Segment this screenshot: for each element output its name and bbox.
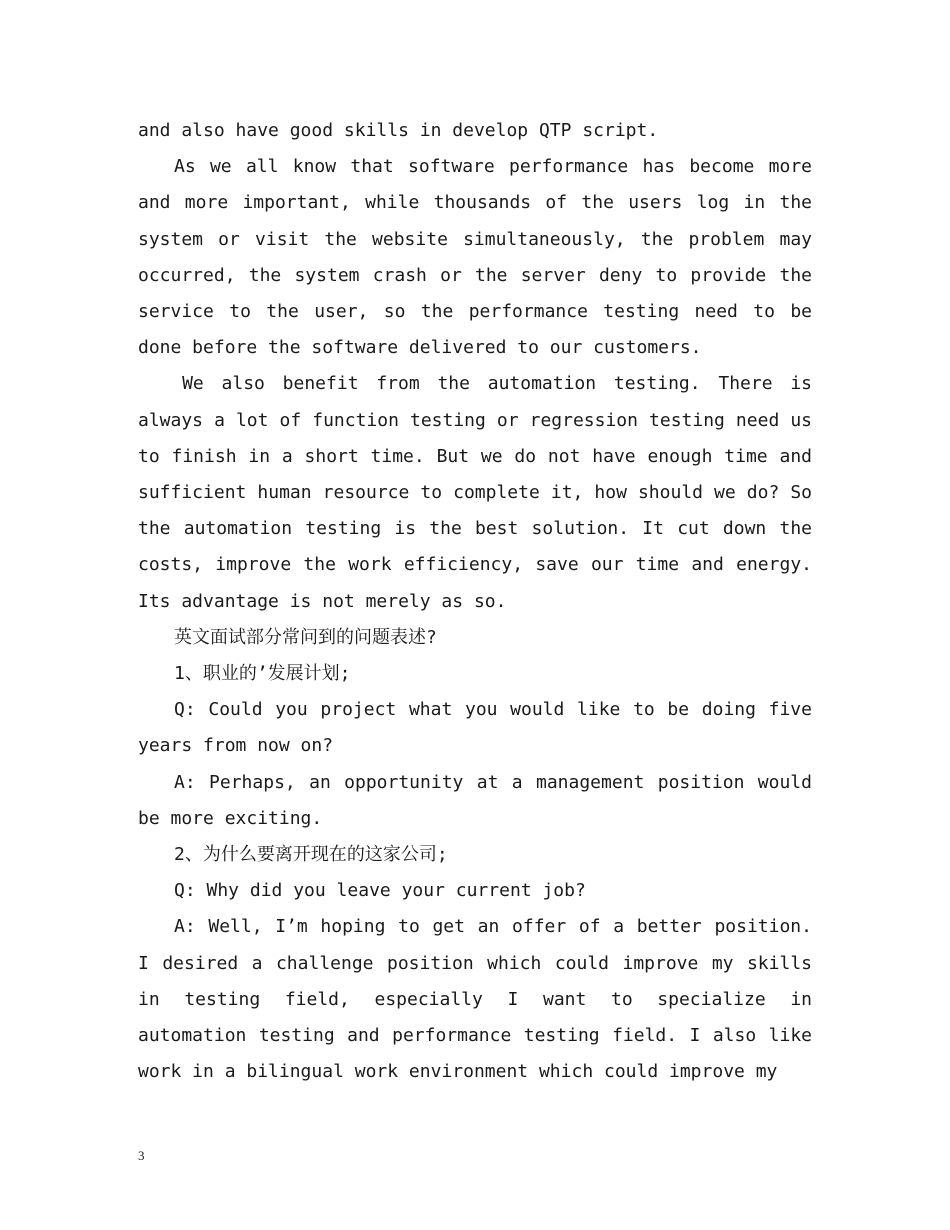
answer-1: A: Perhaps, an opportunity at a management position would be more exciting. (138, 771, 812, 829)
answer-2: A: Well, I’m hoping to get an offer of a better position. I desired a challenge position which could improve my skills in testing field, especially I want to specialize in automation testing and performance testing field. I also like work in a bilingual work environment which could improve my (138, 916, 812, 1083)
paragraph-performance: As we all know that software performance has become more and more important, while thousands of the users log in the system or visit the website simultaneously, the problem may occurred, the system crash or the server deny to provide the service to the user, so the performance testing need to be done before the software delivered to our customers. (138, 156, 812, 359)
page-number: 3 (138, 1148, 145, 1163)
body-text (138, 113, 812, 1090)
question-heading-1: 1、职业的’发展计划; (174, 663, 351, 685)
section-heading: 英文面试部分常问到的问题表述? (174, 626, 437, 648)
paragraph-continuation: and also have good skills in develop QTP script. (138, 120, 659, 141)
question-heading-2: 2、为什么要离开现在的这家公司; (174, 844, 448, 866)
question-2: Q: Why did you leave your current job? (174, 880, 586, 902)
question-1: Q: Could you project what you would like to be doing five years from now on? (138, 699, 812, 757)
paragraph-automation: We also benefit from the automation testing. There is always a lot of function testing or regression testing need us to finish in a short time. But we do not have enough time and sufficient human resource to complete it, how should we do? So the automation testing is the best solution. It cut down the costs, improve the work efficiency, save our time and energy. Its advantage is not merely as so. (138, 373, 812, 612)
